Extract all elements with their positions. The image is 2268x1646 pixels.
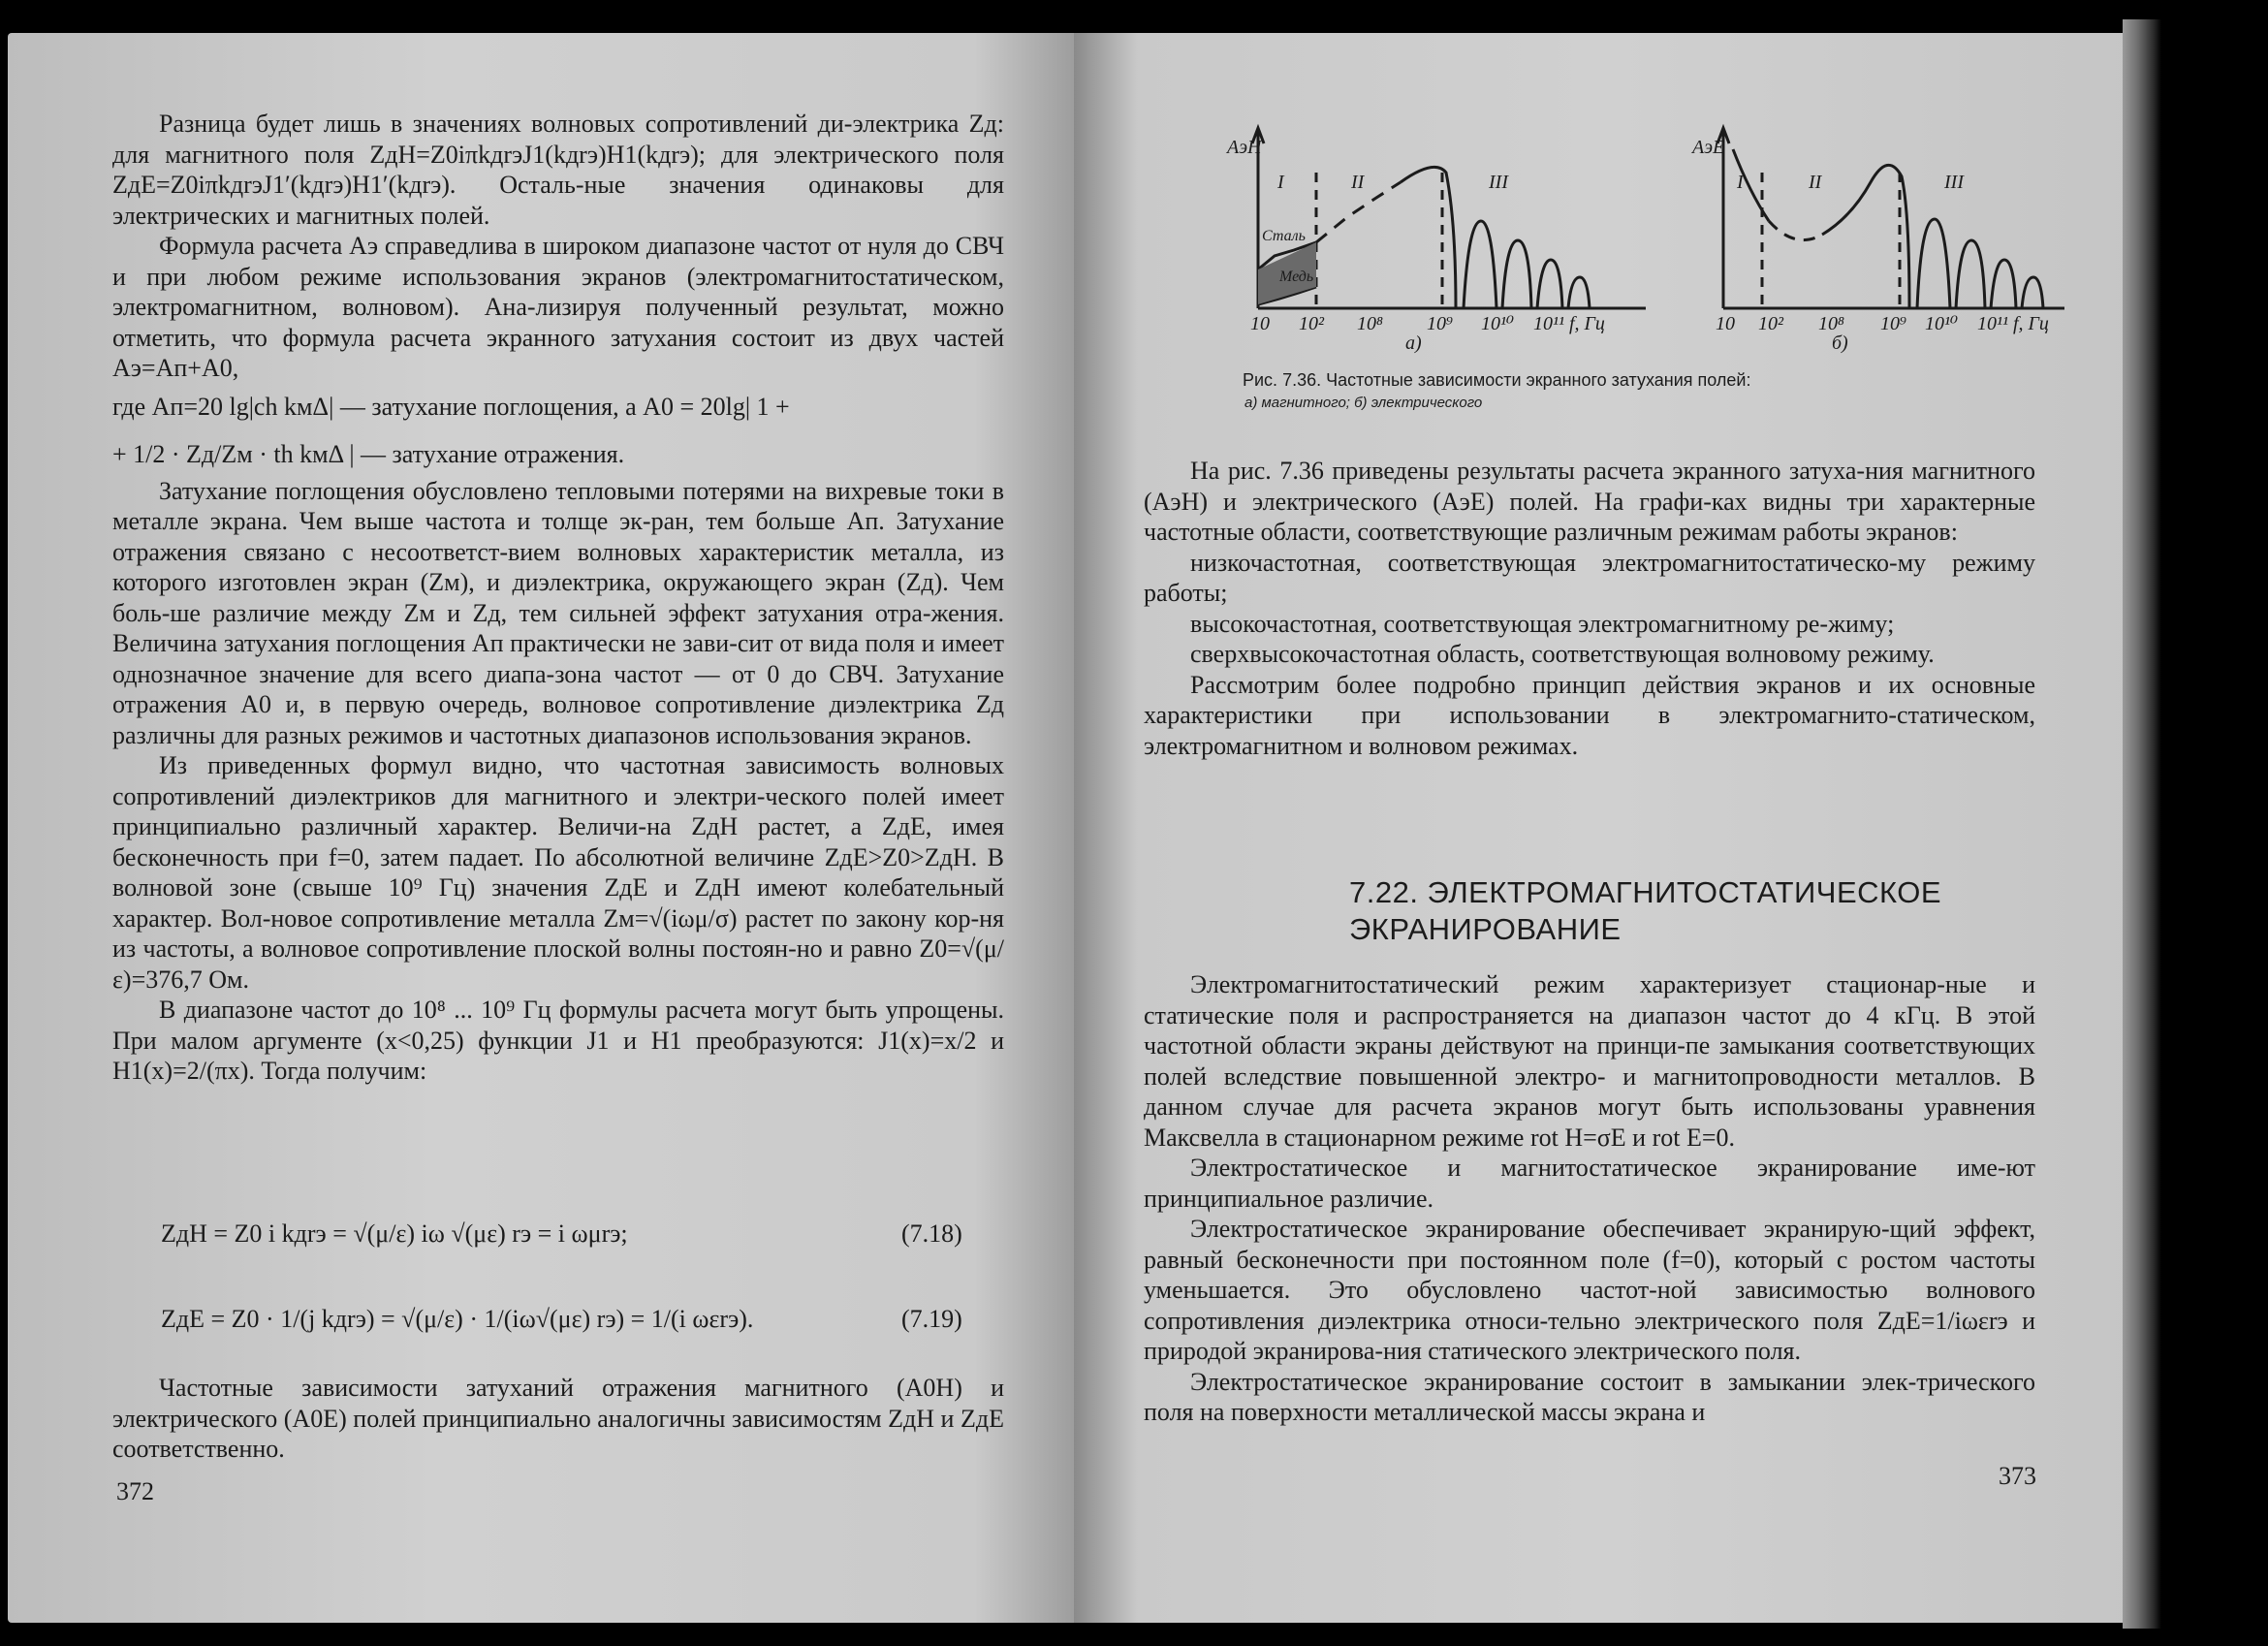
page-number-left: 372 [116, 1477, 154, 1505]
lobe-1 [1464, 221, 1496, 308]
lobe-4 [1568, 277, 1590, 308]
book-edge [2123, 19, 2161, 1629]
region-label: I [1277, 172, 1284, 193]
lobe-1 [1917, 219, 1950, 308]
paragraph: Из приведенных формул видно, что частотная зависимость волновых сопротивлений диэлектриков для магнитного и электри-ческого полей имеет принципиально различный характер. Величи-на ZдH растет, а ZдE, имея бесконечность при f=0, затем падает. По абсолютной величине ZдE>Z0>ZдH. В волновой зоне (свыше 10⁹ Гц) значения ZдE и ZдH имеют колебательный характер. Вол-новое сопротивление металла Zм=√(iωμ/σ) растет по закону кор-ня из частоты, а волновое сопротивление плоской волны постоян-но и равно Z0=√(μ/ε)=376,7 Ом. [112, 751, 1004, 994]
equation-text: ZдE = Z0 · 1/(j kдrэ) = √(μ/ε) · 1/(iω√(με) rэ) = 1/(i ωεrэ). [161, 1305, 754, 1333]
paragraph: Электростатическое и магнитостатическое экранирование име-ют принципиальное различие. [1144, 1154, 2035, 1213]
figure-caption [1243, 368, 1979, 415]
panel-b-label: б) [1832, 332, 1848, 354]
x-tick-label: 10⁹ [1880, 313, 1906, 334]
region-label: II [1351, 172, 1365, 193]
heading-line-1: 7.22. ЭЛЕКТРОМАГНИТОСТАТИЧЕСКОЕ [1349, 875, 1942, 909]
equation-7-18-number [901, 1219, 962, 1249]
curve-label-copper: Медь [1279, 269, 1314, 285]
equation-7-19 [161, 1305, 753, 1334]
equation-7-19-number [901, 1305, 962, 1334]
formula-line-plus: + 1/2 · Zд/Zм · th kмΔ | — затухание отражения. [112, 440, 625, 468]
right-text-block-1 [1144, 456, 2035, 761]
x-tick-label: 10⁸ [1818, 313, 1844, 334]
caption-line-2: а) магнитного; б) электрического [1244, 395, 1483, 411]
paragraph: Рассмотрим более подробно принцип действия экранов и их основные характеристики при использовании в электромагнито-статическом, электромагнитном и волновом режимах. [1144, 670, 2035, 760]
dip-curve [1769, 221, 1822, 240]
region-label: III [1489, 172, 1508, 193]
x-tick-label: 10⁹ [1427, 313, 1453, 334]
region-label: I [1737, 172, 1744, 193]
caption-line-1: Рис. 7.36. Частотные зависимости экранного затухания полей: [1243, 370, 1751, 390]
x-tick-label: 10⁸ [1357, 313, 1383, 334]
peak-curve [1822, 165, 1909, 308]
paragraph: В диапазоне частот до 10⁸ ... 10⁹ Гц формулы расчета могут быть упрощены. При малом аргументе (x<0,25) функции J1 и H1 преобразуются: J1(x)=x/2 и H1(x)=2/(πx). Тогда получим: [112, 996, 1004, 1085]
paragraph: Электромагнитостатический режим характеризует стационар-ные и статические поля и распространяется на диапазон частот до 4 кГц. В этой частотной области экраны действуют на принци-пе замыкания соответствующих полей вследствие повышенной электро- и магнитопроводности металлов. В данном случае для расчета экранов могут быть использованы уравнения Максвелла в стационарном режиме rot H=σE и rot E=0. [1144, 970, 2035, 1152]
x-tick-label: 10¹⁰ [1481, 313, 1515, 334]
x-tick-label: 10¹⁰ [1925, 313, 1959, 334]
peak-curve [1401, 167, 1456, 308]
curve-label-steel: Сталь [1262, 228, 1306, 244]
right-text-block-2 [1144, 969, 2035, 1428]
x-tick-label: 10² [1758, 313, 1783, 334]
equation-text: ZдH = Z0 i kдrэ = √(μ/ε) iω √(με) rэ = i ωμrэ; [161, 1219, 628, 1248]
panel-b [1717, 128, 2064, 308]
region-label: II [1809, 172, 1822, 193]
equation-number: (7.18) [901, 1219, 962, 1248]
left-text-block-1 [112, 109, 1004, 1087]
paragraph: Электростатическое экранирование обеспечивает экранирую-щий эффект, равный бесконечности при постоянном поле (f=0), который с ростом частоты уменьшается. Это обусловлено частот-ной зависимостью волнового сопротивления диэлектрика относи-тельно электрического поля ZдE=1/iωεrэ и природой экранирова-ния статического электрического поля. [1144, 1215, 2035, 1365]
paragraph: Разница будет лишь в значениях волновых сопротивлений ди-электрика Zд: для магнитного поля ZдH=Z0iπkдrэJ1(kдrэ)H1(kдrэ); для электрического поля ZдE=Z0iπkдrэJ1′(kдrэ)H1′(kдrэ). Осталь-ные значения одинаковы для электрических и магнитных полей. [112, 110, 1004, 230]
paragraph: Формула расчета Аэ справедлива в широком диапазоне частот от нуля до СВЧ и при любом режиме использования экранов (электромагнитостатическом, электромагнитном, волновом). Ана-лизируя полученный результат, можно отметить, что формула расчета экранного затухания состоит из двух частей Аэ=Ап+А0, [112, 232, 1004, 382]
left-text-block-2 [112, 1373, 1004, 1465]
x-tick-label: 10 [1716, 313, 1735, 334]
list-item: высокочастотная, соответствующая электромагнитному ре-жиму; [1190, 609, 1895, 638]
panel-b-ylabel: AэE [1692, 137, 1725, 158]
equation-7-18 [161, 1219, 628, 1249]
lobe-4 [2022, 277, 2043, 308]
paragraph: Электростатическое экранирование состоит в замыкании элек-трического поля на поверхности металлической массы экрана и [1144, 1367, 2035, 1426]
figure-7-36 [1202, 114, 2064, 357]
region-label: III [1944, 172, 1964, 193]
panel-a-label: а) [1405, 332, 1422, 354]
lobe-3 [1991, 260, 2016, 308]
section-heading [1349, 874, 1941, 948]
x-tick-label: 10 [1250, 313, 1270, 334]
lobe-3 [1537, 260, 1562, 308]
page-number-right: 373 [1999, 1462, 2036, 1490]
equation-number: (7.19) [901, 1305, 962, 1333]
x-tick-label: 10¹¹ f, Гц [1533, 313, 1605, 334]
paragraph: На рис. 7.36 приведены результаты расчета экранного затуха-ния магнитного (АэH) и электрического (АэE) полей. На графи-ках видны три характерные частотные области, соответствующие различным режимам работы экранов: [1144, 457, 2035, 546]
panel-b-labels [1690, 137, 2049, 354]
x-tick-label: 10¹¹ f, Гц [1977, 313, 2049, 334]
list-item: низкочастотная, соответствующая электромагнитостатическо-му режиму работы; [1144, 548, 2035, 607]
lobe-2 [1502, 240, 1531, 308]
panel-a-labels [1225, 137, 1605, 354]
panel-a-ylabel: AэH [1227, 137, 1262, 158]
lobe-2 [1956, 240, 1985, 308]
list-item: сверхвысокочастотная область, соответствующая волновому режиму. [1190, 640, 1935, 668]
x-tick-label: 10² [1299, 313, 1324, 334]
paragraph: Частотные зависимости затуханий отражения магнитного (A0H) и электрического (A0E) полей принципиально аналогичны зависимостям ZдH и ZдE соответственно. [112, 1374, 1004, 1463]
heading-line-2: ЭКРАНИРОВАНИЕ [1349, 912, 1622, 946]
paragraph: Затухание поглощения обусловлено тепловыми потерями на вихревые токи в металле экрана. Чем выше частота и толще эк-ран, тем больше Ап. Затухание отражения связано с несоответст-вием волновых характеристик металла, из которого изготовлен экран (Zм), и диэлектрика, окружающего экран (Zд). Чем боль-ше различие между Zм и Zд, тем сильней эффект затухания отра-жения. Величина затухания поглощения Ап практически не зави-сит от вида поля и имеет однозначное значение для всего диапа-зона частот — от 0 до СВЧ. Затухание отражения А0 и, в первую очередь, волновое сопротивление диэлектрика Zд различны для разных режимов и частотных диапазонов использования экранов. [112, 476, 1004, 749]
formula-line-where: где Ап=20 lg|ch kмΔ| — затухание поглощения, а A0 = 20lg| 1 + [112, 392, 790, 421]
